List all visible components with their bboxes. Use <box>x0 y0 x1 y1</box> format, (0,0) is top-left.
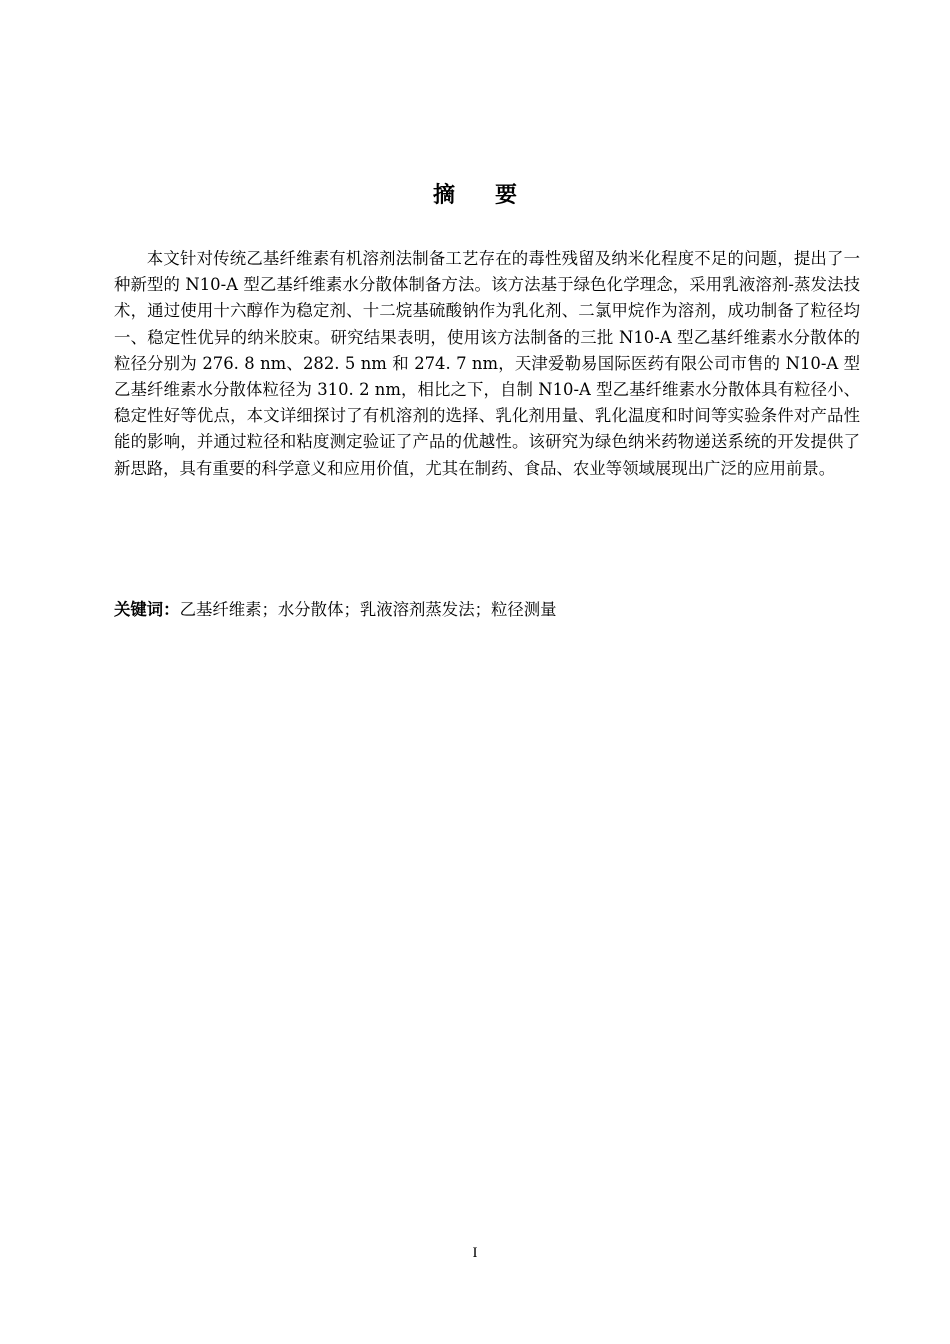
keywords-label: 关键词： <box>114 600 180 619</box>
keywords-line <box>114 597 860 623</box>
keywords-list: 乙基纤维素；水分散体；乳液溶剂蒸发法；粒径测量 <box>179 600 557 619</box>
abstract-body: 本文针对传统乙基纤维素有机溶剂法制备工艺存在的毒性残留及纳米化程度不足的问题，提出了一种新型的 N10-A 型乙基纤维素水分散体制备方法。该方法基于绿色化学理念，采用乳液溶剂-蒸发法技术，通过使用十六醇作为稳定剂、十二烷基硫酸钠作为乳化剂、二氯甲烷作为溶剂，成功制备了粒径均一、稳定性优异的纳米胶束。研究结果表明，使用该方法制备的三批 N10-A 型乙基纤维素水分散体的粒径分别为 276. 8 nm、282. 5 nm 和 274. 7 nm，天津爱勒易国际医药有限公司市售的 N10-A 型乙基纤维素水分散体粒径为 310. 2 nm，相比之下，自制 N10-A 型乙基纤维素水分散体具有粒径小、稳定性好等优点，本文详细探讨了有机溶剂的选择、乳化剂用量、乳化温度和时间等实验条件对产品性能的影响，并通过粒径和粘度测定验证了产品的优越性。该研究为绿色纳米药物递送系统的开发提供了新思路，具有重要的科学意义和应用价值，尤其在制药、食品、农业等领域展现出广泛的应用前景。 <box>114 249 860 478</box>
abstract-title-char-1: 摘 <box>432 183 455 208</box>
page-number: I <box>472 1245 478 1261</box>
abstract-title-char-2: 要 <box>495 183 518 208</box>
abstract-title <box>0 178 950 209</box>
